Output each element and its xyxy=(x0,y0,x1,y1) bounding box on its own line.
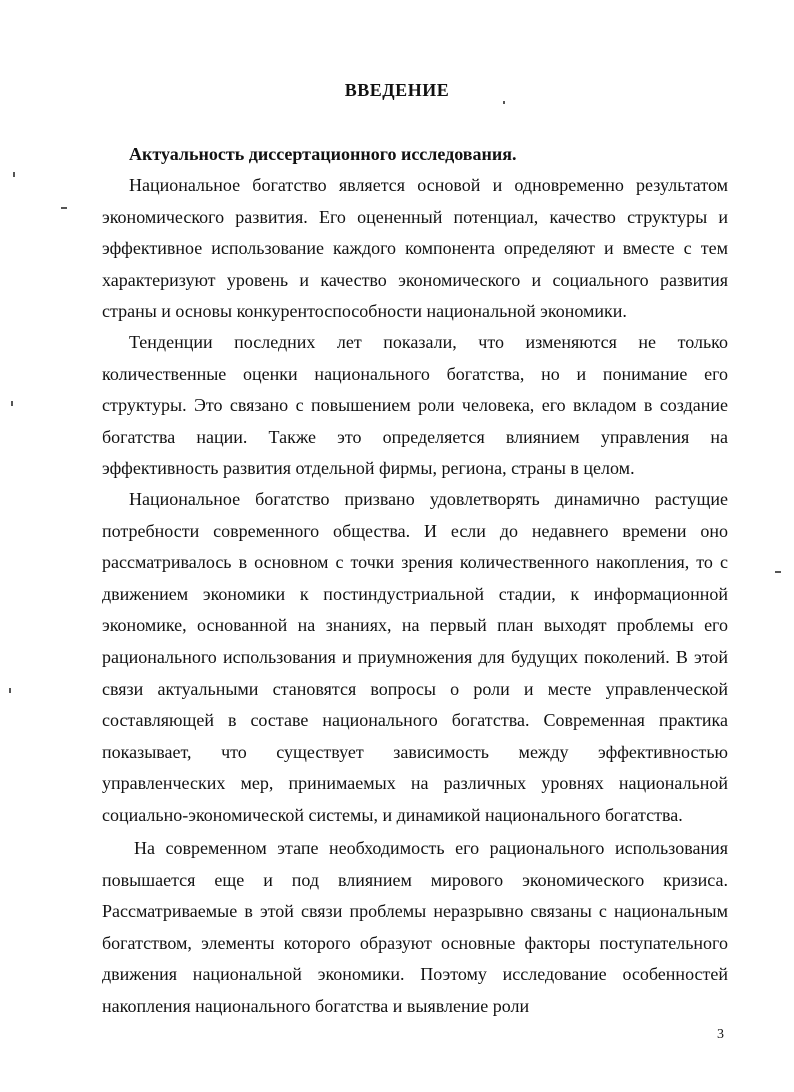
section-heading: Актуальность диссертационного исследования. xyxy=(129,144,517,164)
paragraph-1: Национальное богатство является основой и одновременно результатом экономического развития. Его оцененный потенциал, качество структуры и эффективное использование каждого компонента определяют и вместе с тем характеризуют уровень и качество экономического и социального развития страны и основы конкурентоспособности национальной экономики. xyxy=(102,175,728,322)
paragraph-4: На современном этапе необходимость его рационального использования повышается еще и под влиянием мирового экономического кризиса. Рассматриваемые в этой связи проблемы неразрывно связаны с национальным богатством, элементы которого образуют основные факторы поступательного движения национальной экономики. Поэтому исследование особенностей накопления национального богатства и выявление роли xyxy=(102,838,728,1016)
scan-speck xyxy=(11,401,13,406)
scan-speck xyxy=(13,172,15,177)
scan-speck xyxy=(61,207,67,209)
paragraph-3: Национальное богатство призвано удовлетворять динамично растущие потребности современного общества. И если до недавнего времени оно рассматривалось в основном с точки зрения количественного накопления, то с движением экономики к постиндустриальной стадии, к информационной экономике, основанной на знаниях, на первый план выходят проблемы его рационального использования и приумножения для будущих поколений. В этой связи актуальными становятся вопросы о роли и месте управленческой составляющей в составе национального богатства. Современная практика показывает, что существует зависимость между эффективностью управленческих мер, принимаемых на различных уровнях национальной социально-экономической системы, и динамикой национального богатства. xyxy=(102,489,728,825)
page-number: 3 xyxy=(717,1027,724,1042)
scan-speck xyxy=(503,101,505,104)
scan-speck xyxy=(9,688,11,693)
page-title: ВВЕДЕНИЕ xyxy=(344,80,450,100)
paragraph-2: Тенденции последних лет показали, что изменяются не только количественные оценки национального богатства, но и понимание его структуры. Это связано с повышением роли человека, его вкладом в создание богатства нации. Также это определяется влиянием управления на эффективность развития отдельной фирмы, региона, страны в целом. xyxy=(102,332,728,479)
scan-speck xyxy=(775,571,781,573)
